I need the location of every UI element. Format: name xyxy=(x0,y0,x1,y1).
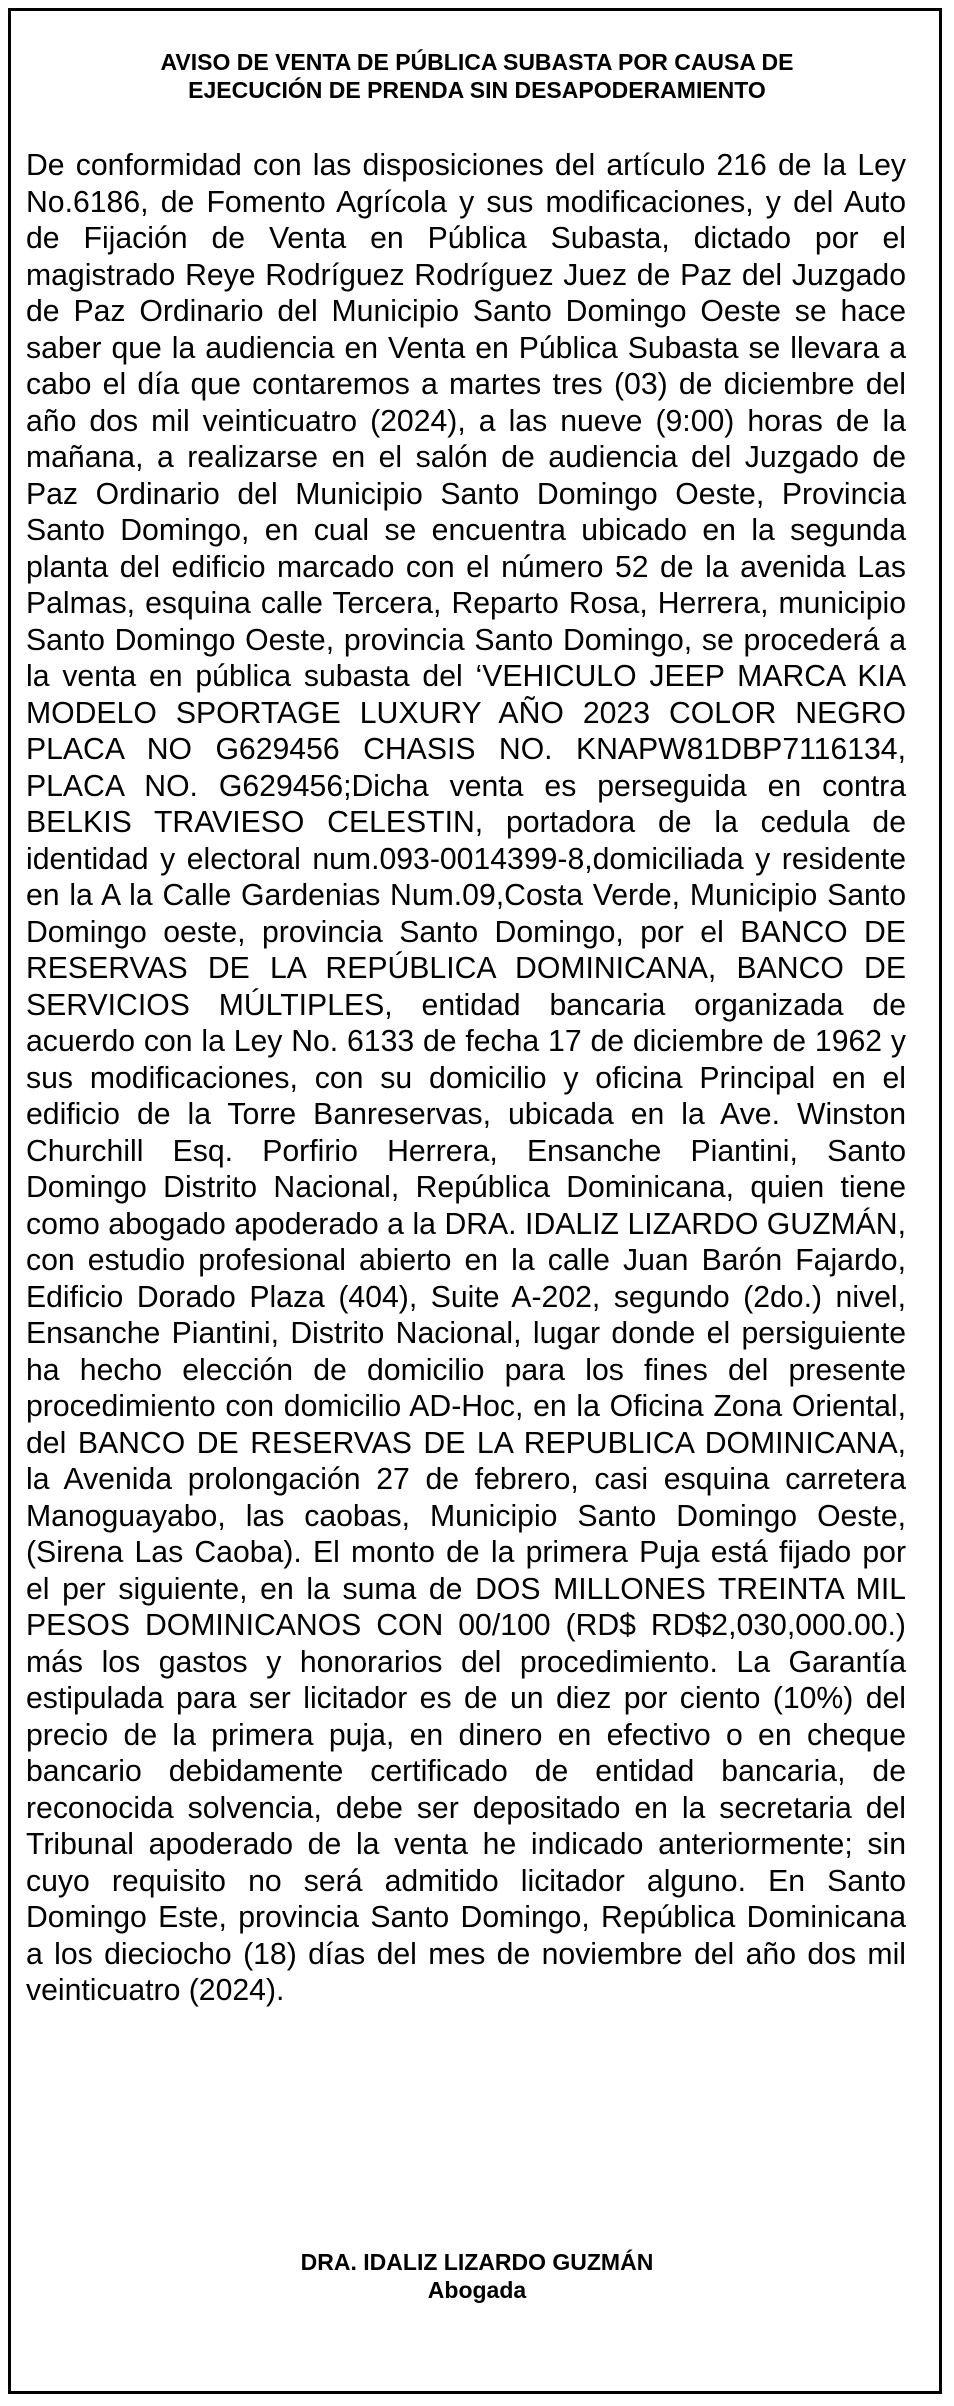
signature-block xyxy=(30,2248,924,2304)
notice-title-line-2: EJECUCIÓN DE PRENDA SIN DESAPODERAMIENTO xyxy=(188,77,766,103)
signature-role: Abogada xyxy=(427,2277,527,2303)
notice-title-line-1: AVISO DE VENTA DE PÚBLICA SUBASTA POR CAUSA DE xyxy=(160,49,794,75)
notice-body: De conformidad con las disposiciones del artículo 216 de la Ley No.6186, de Fomento Agrícola y sus modificaciones, y del Auto de Fijación de Venta en Pública Subasta, dictado por el magistrado Reye Rodríguez Rodríguez Juez de Paz del Juzgado de Paz Ordinario del Municipio Santo Domingo Oeste se hace saber que la audiencia en Venta en Pública Subasta se llevara a cabo el día que contaremos a martes tres (03) de diciembre del año dos mil veinticuatro (2024), a las nueve (9:00) horas de la mañana, a realizarse en el salón de audiencia del Juzgado de Paz Ordinario del Municipio Santo Domingo Oeste, Provincia Santo Domingo, en cual se encuentra ubicado en la segunda planta del edificio marcado con el número 52 de la avenida Las Palmas, esquina calle Tercera, Reparto Rosa, Herrera, municipio Santo Domingo Oeste, provincia Santo Domingo, se procederá a la venta en pública subasta del ‘VEHICULO JEEP MARCA KIA MODELO SPORTAGE LUXURY AÑO 2023 COLOR NEGRO PLACA NO G629456 CHASIS NO. KNAPW81DBP7116134, PLACA NO. G629456;Dicha venta es perseguida en contra BELKIS TRAVIESO CELESTIN, portadora de la cedula de identidad y electoral num.093-0014399-8,domiciliada y residente en la A la Calle Gardenias Num.09,Costa Verde, Municipio Santo Domingo oeste, provincia Santo Domingo, por el BANCO DE RESERVAS DE LA REPÚBLICA DOMINICANA, BANCO DE SERVICIOS MÚLTIPLES, entidad bancaria organizada de acuerdo con la Ley No. 6133 de fecha 17 de diciembre de 1962 y sus modificaciones, con su domicilio y oficina Principal en el edificio de la Torre Banreservas, ubicada en la Ave. Winston Churchill Esq. Porfirio Herrera, Ensanche Piantini, Santo Domingo Distrito Nacional, República Dominicana, quien tiene como abogado apoderado a la DRA. IDALIZ LIZARDO GUZMÁN, con estudio profesional abierto en la calle Juan Barón Fajardo, Edificio Dorado Plaza (404), Suite A-202, segundo (2do.) nivel, Ensanche Piantini, Distrito Nacional, lugar donde el persiguiente ha hecho elección de domicilio para los fines del presente procedimiento con domicilio AD-Hoc, en la Oficina Zona Oriental, del BANCO DE RESERVAS DE LA REPUBLICA DOMINICANA, la Avenida prolongación 27 de febrero, casi esquina carretera Manoguayabo, las caobas, Municipio Santo Domingo Oeste, (Sirena Las Caoba). El monto de la primera Puja está fijado por el per siguiente, en la suma de DOS MILLONES TREINTA MIL PESOS DOMINICANOS CON 00/100 (RD$ RD$2,030,000.00.) más los gastos y honorarios del procedimiento. La Garantía estipulada para ser licitador es de un diez por ciento (10%) del precio de la primera puja, en dinero en efectivo o en cheque bancario debidamente certificado de entidad bancaria, de reconocida solvencia, debe ser depositado en la secretaria del Tribunal apoderado de la venta he indicado anteriormente; sin cuyo requisito no será admitido licitador alguno. En Santo Domingo Este, provincia Santo Domingo, República Dominicana a los dieciocho (18) días del mes de noviembre del año dos mil veinticuatro (2024). xyxy=(26,149,906,2007)
signature-name: DRA. IDALIZ LIZARDO GUZMÁN xyxy=(300,2249,654,2275)
notice-title xyxy=(30,48,924,104)
